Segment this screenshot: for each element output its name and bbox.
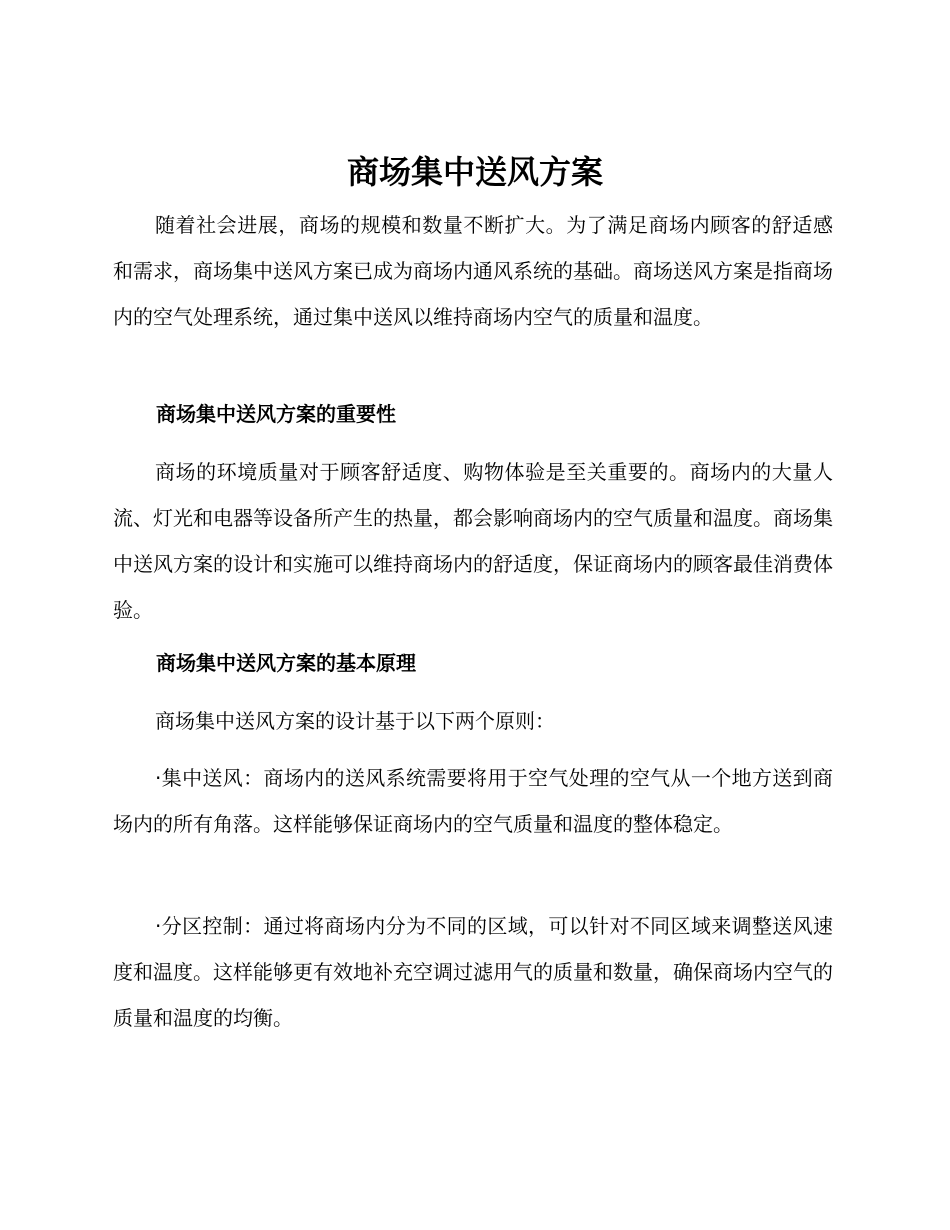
bullet-text: 分区控制：通过将商场内分为不同的区域，可以针对不同区域来调整送风速度和温度。这样能够更有效地补充空调过滤用气的质量和数量，确保商场内空气的质量和温度的均衡。 bbox=[113, 914, 833, 1030]
principles-lead-paragraph: 商场集中送风方案的设计基于以下两个原则： bbox=[155, 709, 555, 733]
bullet-item-zoning bbox=[113, 903, 833, 1041]
importance-paragraph: 商场的环境质量对于顾客舒适度、购物体验是至关重要的。商场内的大量人流、灯光和电器等设备所产生的热量，都会影响商场内的空气质量和温度。商场集中送风方案的设计和实施可以维持商场内的舒适度，保证商场内的顾客最佳消费体验。 bbox=[113, 460, 833, 622]
section-heading-importance: 商场集中送风方案的重要性 bbox=[156, 402, 396, 426]
intro-paragraph: 随着社会进展，商场的规模和数量不断扩大。为了满足商场内顾客的舒适感和需求，商场集中送风方案已成为商场内通风系统的基础。商场送风方案是指商场内的空气处理系统，通过集中送风以维持商场内空气的质量和温度。 bbox=[113, 213, 833, 329]
bullet-dot-icon: · bbox=[155, 914, 162, 938]
bullet-text: 集中送风：商场内的送风系统需要将用于空气处理的空气从一个地方送到商场内的所有角落。这样能够保证商场内的空气质量和温度的整体稳定。 bbox=[113, 766, 833, 836]
section-heading-principles: 商场集中送风方案的基本原理 bbox=[156, 651, 416, 675]
bullet-dot-icon: · bbox=[155, 766, 162, 790]
bullet-item-centralized bbox=[113, 755, 833, 847]
document-title: 商场集中送风方案 bbox=[346, 153, 603, 191]
